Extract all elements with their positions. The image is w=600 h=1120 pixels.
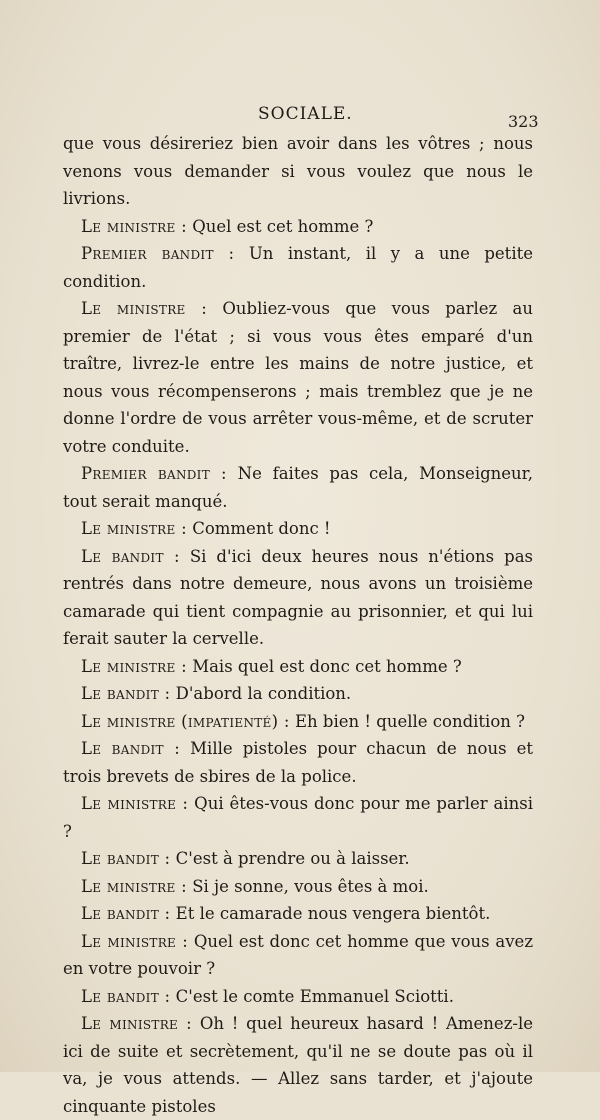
paragraph: Premier bandit : Un instant, il y a une petite condition. <box>63 244 533 291</box>
speaker-label: Le bandit : <box>81 904 171 923</box>
speaker-label: Le bandit : <box>81 986 171 1006</box>
speaker-label: Le bandit : <box>81 739 181 758</box>
paragraph: Le bandit : Mille pistoles pour chacun de nous et trois brevets de sbires de la police. <box>63 739 533 786</box>
speaker-label: Le ministre : <box>81 299 208 318</box>
speaker-label: Le bandit : <box>81 546 180 566</box>
page-number: 323 <box>508 112 539 131</box>
paragraph: Le bandit : C'est le comte Emmanuel Sciotti. <box>81 986 454 1006</box>
paragraph: Le ministre : Quel est cet homme ? <box>81 216 374 236</box>
running-head-title: SOCIALE. <box>258 104 353 124</box>
speaker-label: Le ministre : <box>81 794 189 813</box>
paragraph: Le ministre : Mais quel est donc cet homme ? <box>81 656 462 676</box>
paragraph: Le bandit : C'est à prendre ou à laisser. <box>81 849 410 868</box>
running-head <box>0 104 600 131</box>
speaker-label: Le ministre : <box>81 519 187 538</box>
paragraph: que vous désireriez bien avoir dans les vôtres ; nous venons vous demander si vous voulez que nous le livrions. <box>63 134 533 208</box>
speaker-label: Premier bandit : <box>81 464 227 483</box>
speaker-label: Le ministre (impatienté) : <box>81 711 290 731</box>
paragraph: Le ministre : Qui êtes-vous donc pour me parler ainsi ? <box>63 794 534 841</box>
speaker-label: Le ministre : <box>81 1014 193 1033</box>
paragraph: Premier bandit : Ne faites pas cela, Monseigneur, tout serait manqué. <box>63 464 533 511</box>
speaker-label: Le ministre : <box>81 931 189 951</box>
paragraph: Le ministre : Oubliez-vous que vous parlez au premier de l'état ; si vous vous êtes emparé d'un traître, livrez-le entre les mains de notre justice, et nous vous récompenserons ; mais tremblez que je ne donne l'ordre de vous arrêter vous-même, et de scruter votre conduite. <box>63 299 534 456</box>
speaker-label: Le bandit : <box>81 849 171 868</box>
speaker-label: Premier bandit : <box>81 244 235 263</box>
paragraph: Le bandit : Et le camarade nous vengera bientôt. <box>81 904 491 923</box>
body-text <box>63 130 533 1120</box>
speaker-label: Le bandit : <box>81 684 171 703</box>
paragraph: Le ministre : Comment donc ! <box>81 519 331 538</box>
paragraph: Le bandit : D'abord la condition. <box>81 684 352 703</box>
speaker-label: Le ministre : <box>81 216 187 236</box>
speaker-label: Le ministre : <box>81 656 187 676</box>
speaker-label: Le ministre : <box>81 876 187 896</box>
paragraph: Le ministre : Oh ! quel heureux hasard ! Amenez-le ici de suite et secrètement, qu'il ne se doute pas où il va, je vous attends. — Allez sans tarder, et j'ajoute cinquante pistoles <box>63 1014 534 1116</box>
paragraph: Le bandit : Si d'ici deux heures nous n'étions pas rentrés dans notre demeure, nous avons un troisième camarade qui tient compagnie au prisonnier, et qui lui ferait sauter la cervelle. <box>63 546 533 648</box>
paragraph: Le ministre (impatienté) : Eh bien ! quelle condition ? <box>81 711 525 731</box>
paragraph: Le ministre : Si je sonne, vous êtes à moi. <box>81 876 429 896</box>
paragraph: Le ministre : Quel est donc cet homme que vous avez en votre pouvoir ? <box>63 931 534 978</box>
